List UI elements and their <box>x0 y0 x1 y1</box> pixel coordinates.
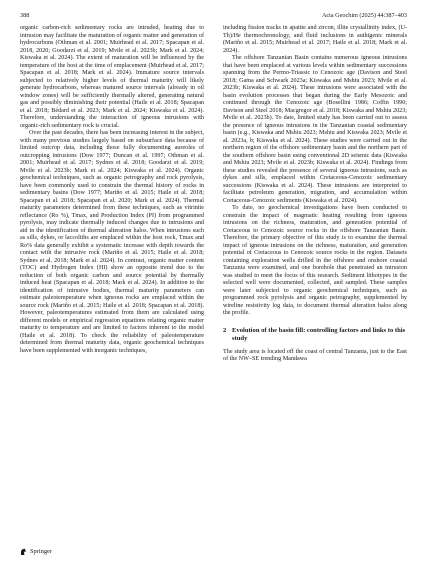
running-header <box>20 10 407 22</box>
body-paragraph: organic carbon-rich sedimentary rocks are intruded, heating due to intrusion may facilitate the maturation of organic matter and generation of hydrocarbons (Othman et al. 2001; Muirhead et al. 2017; Spacapan et al. 2018, 2020; Goodarzi et al. 2019; Mvile et al. 2023b; Mark et al. 2024; Kiswaka et al. 2024). The extent of maturation will be influenced by the temperature of the host at the time of emplacement (Muirhead et al. 2017; Spacapan et al. 2018; Mark et al. 2024). Immature source intervals subjected to relatively higher levels of thermal maturity will likely generate hydrocarbons, whereas matured source intervals (already in oil window zones) will be sufficiently thermally altered, generating natural gas and possibly diminishing their potential (Haile et al. 2018; Spacapan et al. 2018; Bédard et al. 2023; Mark et al. 2024; Kiswaka et al. 2024). Therefore, understanding the interaction of igneous intrusions with organic-rich sedimentary rock is crucial. <box>20 25 204 129</box>
body-paragraph: To date, no geochemical investigations have been conducted to constrain the impact of magmatic heating resulting from igneous intrusions on the richness, maturation, and generation potential of Cretaceous to Cenozoic source rocks in the offshore Tanzanian Basin. Therefore, the primary objective of this study is to examine the thermal impact of igneous intrusions on the richness, maturation, and generation potential of Cretaceous to Cenozoic source rocks in the region. Datasets containing exploration wells drilled in the offshore and onshore coastal Tanzania were examined, and one borehole that penetrated an intrusion was studied to meet the focus of this research. Sediment lithotypes in the selected well were documented, collected, and sampled. These samples were later subjected to organic geochemical techniques, such as programmed rock pyrolysis and organic petrography, supplemented by wireline resistivity log data, to document thermal alteration halos along the profile. <box>223 205 407 316</box>
page-footer <box>20 547 52 557</box>
body-paragraph: Over the past decades, there has been increasing interest in the subject, with many previous studies largely based on subsurface data because of limited outcrop data, including those fully documenting aureoles of outcropping intrusions (Dow 1977; Duncan et al. 1997; Othman et al. 2001; Muirhead et al. 2017; Sydnes et al. 2018; Goodarzi et al. 2019; Mvile et al. 2023b; Mark et al. 2024; Kiswaka et al. 2024). Organic geochemical techniques, such as organic petrography and rock pyrolysis, have been commonly used to constrain the thermal history of rocks in sedimentary basins (Dow 1977; Mariño et al. 2015; Haile et al. 2018; Spacapan et al. 2018; Spacapan et al. 2020; Mark et al. 2024). Thermal maturity parameters determined from these techniques, such as vitrinite reflectance (Ro %), Tmax, and Production Index (PI) from programmed pyrolysis, may indicate thermally induced changes due to intrusions and aid in the identification of thermal alteration halos. When intrusions such as sills, dykes, or laccoliths are emplaced within the host rock, Tmax and Ro% data generally exhibit a systematic increase with depth towards the contact with the intrusive rock (Mariño et al. 2015; Haile et al. 2018; Sydnes et al. 2018; Mark et al. 2024). In contrast, organic matter content (TOC) and Hydrogen Index (HI) show an opposite trend due to the reduction of both organic carbon and source potential by thermally induced heat (Spacapan et al. 2018; Mark et al. 2024). In addition to the identification of intrusive bodies, thermal maturity parameters can estimate paleotemperature when igneous rocks are emplaced within the source rock (Mariño et al. 2015; Haile et al. 2018; Spacapan et al. 2018). However, paleotemperatures estimated from them are calculated using different models or empirical regression equations relating organic matter maturity to temperature and are limited to factors inherent to the model (Haile et al. 2018). To check the reliability of paleotemperature determined from thermal maturity data, organic geochemical techniques have been supplemented with inorganic techniques, <box>20 130 204 354</box>
springer-horse-icon <box>20 548 27 556</box>
section-title: Evolution of the basin fill: controlling factors and links to this study <box>232 326 406 342</box>
right-column <box>223 25 407 364</box>
page-number: 388 <box>20 12 30 19</box>
journal-citation: Acta Geochim (2025) 44:387–403 <box>321 12 407 19</box>
section-number: 2 <box>223 326 227 334</box>
section-heading <box>223 327 407 343</box>
body-paragraph: The study area is located off the coast of central Tanzania, just to the East of the NW–SE trending Mandawa <box>223 348 407 363</box>
left-column <box>20 25 204 355</box>
body-paragraph: The offshore Tanzanian Basin contains numerous igneous intrusions that have been emplaced at various levels within sedimentary successions spanning from the Permo-Triassic to Cenozoic age (Davison and Steel 2018; Gama and Schwark 2023a; Kiswaka and Mshiu 2023; Mvile et al. 2023b; Kiswaka et al. 2024). These intrusions were associated with the basin evolution processes that began during the Early Mesozoic and continued through the Cenozoic age (Bosellini 1986; Coffin 1990; Davison and Steel 2018; Macgregor et al. 2018; Kiswaka and Mshiu 2023; Mvile et al. 2023b). To date, limited study has been carried out to assess the presence of igneous intrusions in the Tanzanian coastal sedimentary basin (e.g., Kiswaka and Mshiu 2023; Mshiu and Kiswaka 2023; Mvile et al. 2023a, b; Kiswaka et al. 2024). These studies were carried out in the northern region of the offshore sedimentary basin and the northern part of the southern offshore basin using conventional 2D seismic data (Kiswaka and Mshiu 2023; Mvile et al. 2023b; Kiswaka et al. 2024). Findings from these studies revealed the presence of several igneous intrusions, such as dykes and sills, emplaced within Cretaceous-Cenozoic sedimentary successions (Kiswaka et al. 2024). These intrusions are interpreted to facilitate petroleum generation, migration, and accumulation within Cretaceous-Cenozoic sediments (Kiswaka et al. 2024). <box>223 55 407 204</box>
body-paragraph: including fission tracks in apatite and zircon, illite crystallinity index, (U-Th)/He thermochronology, and fluid inclusions in authigenic minerals (Mariño et al. 2015; Muirhead et al. 2017; Haile et al. 2018; Mark et al. 2024). <box>223 25 407 54</box>
publisher-name: Springer <box>30 548 53 555</box>
